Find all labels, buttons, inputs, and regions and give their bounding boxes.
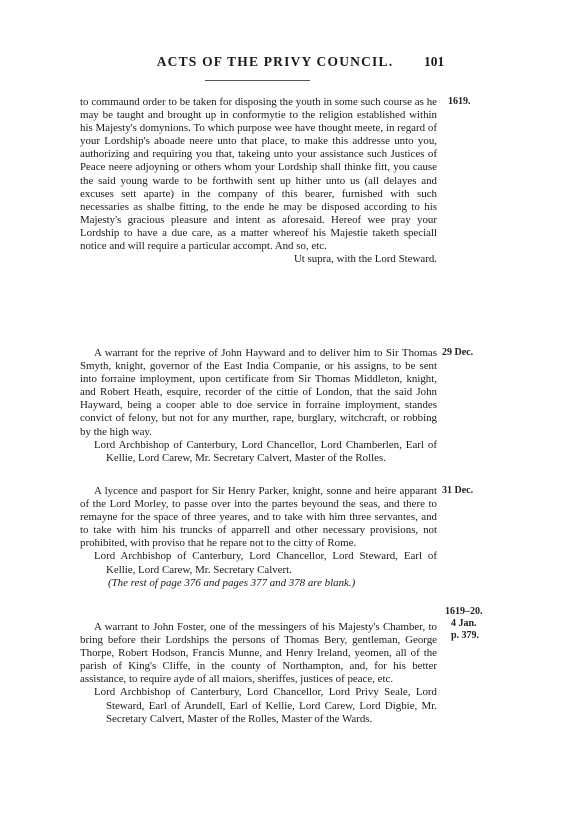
blank-pages-note: (The rest of page 376 and pages 377 and 378 are blank.) [108,576,356,589]
margin-page-ref: p. 379. [451,630,480,641]
margin-year-1619-20: 1619–20. [445,606,483,617]
page-number: 101 [424,54,445,69]
hayward-paragraph: A warrant for the reprive of John Hayward and to deliver him to Sir Thomas Smyth, knight, governor of the East India Companie, or his assigns, to be sent into forraine imployment, upon certificate from Sir Thomas Middleton, knight, and Robert Heath, esquire, recorder of the cittie of London, that the said John Hayward, being a cooper able to doe service in forraine imployment, standes convict of felony, but not for any murther, rape, burglary, witchcraft, or robbing by the high way. [80,347,437,438]
margin-date-4-jan: 4 Jan. [451,618,477,629]
hayward-signatories: Lord Archbishop of Canterbury, Lord Chancellor, Lord Chamberlen, Earl of Kellie, Lord Carew, Mr. Secretary Calvert, Master of the Rolles. [94,438,437,464]
running-header-title: ACTS OF THE PRIVY COUNCIL. [156,54,394,69]
margin-year-range [445,606,515,642]
entry-ward-letter [80,96,437,266]
margin-date-29-dec: 29 Dec. [442,347,474,358]
foster-signatories: Lord Archbishop of Canterbury, Lord Chancellor, Lord Privy Seale, Lord Steward, Earl of Arundell, Earl of Kellie, Lord Carew, Lord Digbie, Mr. Secretary Calvert, Master of the Rolles, Master of the Wards. [94,686,437,725]
intro-signoff: Ut supra, with the Lord Steward. [293,253,437,266]
entry-foster-warrant [80,621,437,726]
margin-date-31-dec: 31 Dec. [442,485,474,496]
entry-parker-licence [80,485,437,590]
foster-paragraph: A warrant to John Foster, one of the messingers of his Majesty's Chamber, to bring before their Lordships the persons of Thomas Bery, gentleman, George Thorpe, Robert Hodson, Francis Munne, and Henry Ireland, yeomen, all of the parish of King's Cliffe, in the county of Northampton, and, for his better assistance, to require ayde of all maiors, sheriffes, justices of peace, etc. [80,621,437,686]
margin-year-1619: 1619. [448,96,471,107]
intro-paragraph: to commaund order to be taken for disposing the youth in some such course as he may be taught and brought up in conformytie to the religion established within his Majesty's domynions. To which purpose wee have thought meete, in regard of your Lordship's aboade neere unto that place, to make this addresse unto you, authorizing and requiring you that, takeing unto your assistance such Justices of Peace neere adjoyning or others whom your Lordship shall thinke fitt, you cause the said young warde to be forthwith sent up hither unto us (all delayes and excuses sett aparte) in the company of this bearer, furnished with such necessaries as shalbe fitting, to the ende he may be disposed according to his Majesty's gracious pleasure and intent as aforesaid. Hereof wee pray your Lordship to have a due care, as a matter whereof his Majestie taketh speciall notice and will require a particular accompt. And so, etc. [80,96,437,253]
parker-paragraph: A lycence and pasport for Sir Henry Parker, knight, sonne and heire apparant of the Lord Morley, to passe over into the partes beyound the seas, and there to remayne for the space of three yeares, and to take with him three servantes, and to take with him his truncks of apparrell and other necessary provisions, not prohibited, with proviso that he repare not to the citty of Rome. [80,485,437,550]
parker-signatories: Lord Archbishop of Canterbury, Lord Chancellor, Lord Steward, Earl of Kellie, Lord Carew, Mr. Secretary Calvert. [94,550,437,576]
entry-hayward-warrant [80,347,437,465]
header-rule [205,80,310,81]
